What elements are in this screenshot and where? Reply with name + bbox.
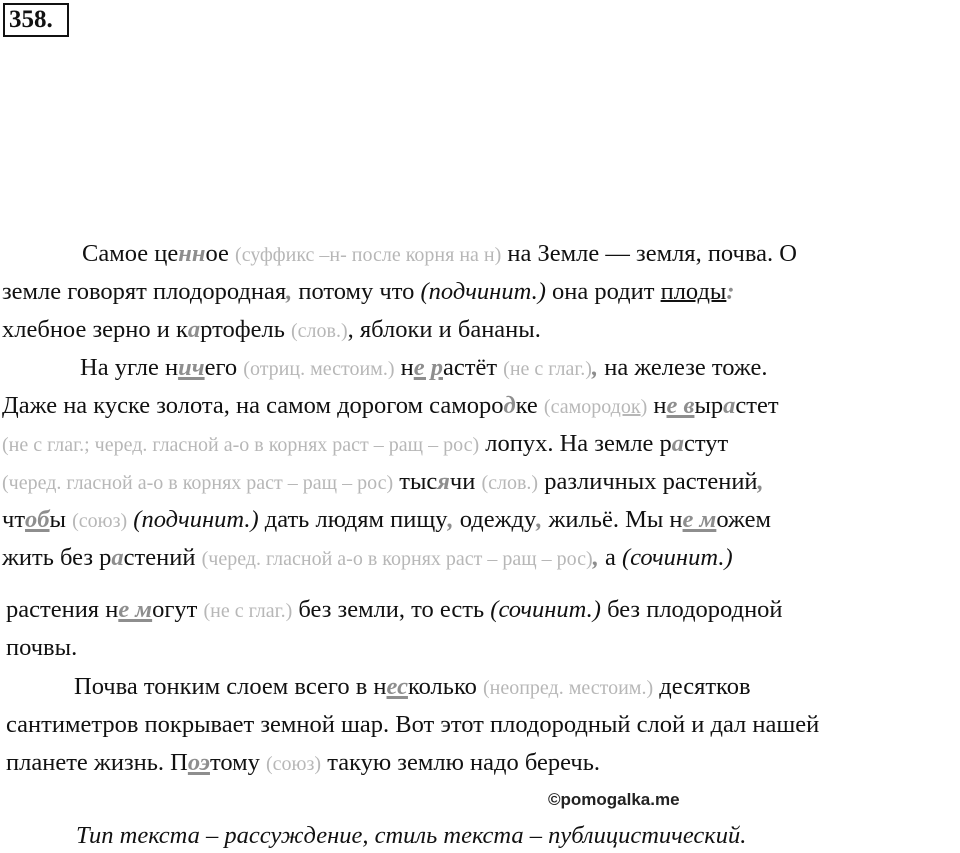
clause-note: (подчинит.) — [420, 278, 546, 305]
orthogram: я — [437, 468, 450, 495]
exercise-number: 358. — [3, 3, 69, 37]
orthogram: е м — [682, 506, 717, 533]
orthogram: ич — [178, 354, 205, 381]
clause-note: (подчинит.) — [133, 506, 259, 533]
text-line: планете жизнь. Поэтому (союз) такую землю надо беречь. — [6, 749, 600, 776]
text-line: растения не могут (не с глаг.) без земли, то есть (сочинит.) без плодородной — [6, 596, 783, 623]
orthogram: е р — [413, 354, 443, 381]
text-line: Самое ценное (суффикс –н- после корня на н) на Земле — земля, почва. О — [82, 240, 797, 267]
orthogram: а — [671, 430, 685, 457]
grammar-note: (не с глаг.) — [203, 600, 293, 622]
grammar-note: ) — [640, 396, 648, 418]
grammar-note: (слов.) — [481, 472, 539, 494]
punctuation-mark: , — [592, 544, 599, 571]
watermark: ©pomogalka.me — [548, 790, 680, 809]
orthogram: е в — [666, 392, 695, 419]
grammar-note: (союз) — [266, 753, 322, 775]
punctuation-mark: : — [726, 278, 735, 305]
text-line: (не с глаг.; черед. гласной а-о в корнях раст – ращ – рос) лопух. На земле растут — [2, 430, 729, 457]
grammar-note: (не с глаг.; черед. гласной а-о в корнях раст – ращ – рос) — [2, 434, 480, 456]
text-line: земле говорят плодородная, потому что (подчинит.) она родит плоды: — [2, 278, 735, 305]
punctuation-mark: , — [757, 468, 764, 495]
grammar-note: (суффикс –н- после корня на н) — [235, 244, 502, 266]
text-line: (черед. гласной а-о в корнях раст – ращ – рос) тысячи (слов.) различных растений, — [2, 468, 764, 495]
punctuation-mark: , — [536, 506, 543, 533]
text-line: сантиметров покрывает земной шар. Вот этот плодородный слой и дал нашей — [6, 711, 820, 738]
orthogram: е м — [118, 596, 153, 623]
text-line: Даже на куске золота, на самом дорогом самородке (самородок) не вырастет — [2, 392, 779, 419]
orthogram: а — [111, 544, 124, 571]
orthogram: а — [187, 316, 201, 343]
clause-note: (сочинит.) — [621, 544, 733, 571]
text-line: почвы. — [6, 634, 78, 661]
orthogram: нн — [178, 240, 206, 267]
text-line: Почва тонким слоем всего в несколько (неопред. местоим.) десятков — [74, 673, 751, 700]
grammar-note: (неопред. местоим.) — [482, 677, 654, 699]
grammar-note: (не с глаг.) — [503, 358, 592, 380]
grammar-note: (черед. гласной а-о в корнях раст – ращ – рос) — [201, 548, 593, 570]
underlined-word: плоды — [660, 278, 727, 305]
orthogram: д — [503, 392, 516, 419]
grammar-note: (союз) — [72, 510, 128, 532]
punctuation-mark: , — [591, 354, 599, 381]
text-line: чтобы (союз) (подчинит.) дать людям пищу, одежду, жильё. Мы не можем — [2, 506, 771, 533]
orthogram: а — [723, 392, 736, 419]
grammar-note: (черед. гласной а-о в корнях раст – ращ – рос) — [2, 472, 394, 494]
orthogram: об — [25, 506, 50, 533]
text-line: хлебное зерно и картофель (слов.), яблоки и бананы. — [2, 316, 541, 343]
text-line: На угле ничего (отриц. местоим.) не растёт (не с глаг.), на железе тоже. — [80, 354, 768, 381]
text-line: жить без растений (черед. гласной а-о в корнях раст – ращ – рос), а (сочинит.) — [2, 544, 733, 571]
grammar-note: (слов.) — [291, 320, 348, 342]
orthogram: оэ — [187, 749, 210, 776]
grammar-note: док — [610, 396, 641, 418]
grammar-note: (отриц. местоим.) — [243, 358, 395, 380]
punctuation-mark: , — [286, 278, 293, 305]
grammar-note: (саморо — [543, 396, 611, 418]
clause-note: (сочинит.) — [490, 596, 601, 623]
punctuation-mark: , — [447, 506, 454, 533]
footer-text-type: Тип текста – рассуждение, стиль текста – публицистический. — [76, 822, 747, 849]
orthogram: ес — [386, 673, 408, 700]
